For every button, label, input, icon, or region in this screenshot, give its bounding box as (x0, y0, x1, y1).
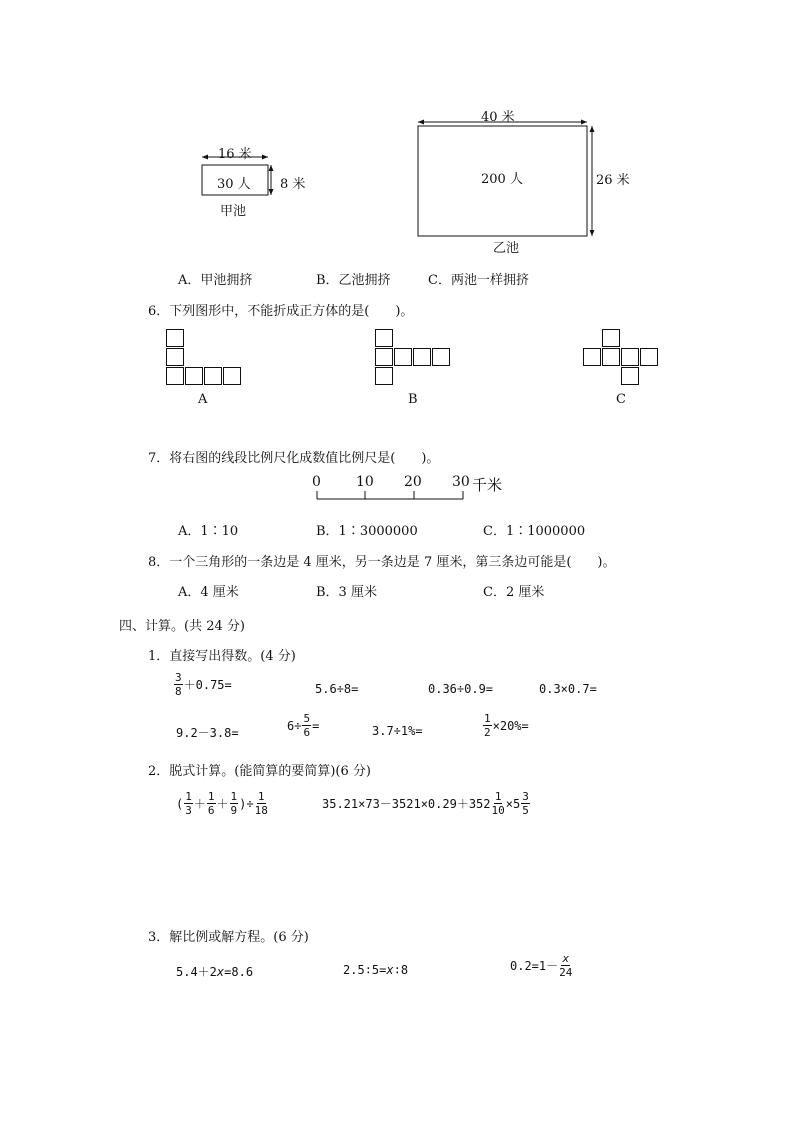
pool-a-width-label: 16 米 (218, 147, 252, 162)
calc1-item-7: 3.7÷1%= (372, 724, 423, 738)
calc2-expr-1: ( $\frac{1}{3}$ ＋ $\frac{1}{6}$ ＋ $\frac{1}{9}$ )÷ $\frac{1}{18}$ (176, 790, 268, 817)
equation-3: 0.2=1－ $\frac{x}{24}$ (510, 952, 573, 979)
pool-a-name: 甲池 (220, 204, 247, 219)
pool-b-people-label: 200 人 (481, 172, 523, 187)
calc2-expr-2: 35.21×73－3521×0.29＋352 $\frac{1}{10}$ ×5 $\frac{3}{5}$ (322, 790, 529, 817)
calc1-item-2: 5.6÷8= (315, 682, 359, 696)
net-c-label: C (616, 392, 626, 407)
calc1-item-8: $\frac{1}{2}$ ×20%= (484, 712, 529, 739)
pool-diagrams (0, 0, 794, 260)
calc3-title: 3．解比例或解方程。(6 分) (148, 930, 309, 945)
pool-a-height-label: 8 米 (280, 177, 306, 192)
q7-stem: 7．将右图的线段比例尺化成数值比例尺是( )。 (148, 451, 440, 466)
q8-option-a: A．4 厘米 (178, 585, 239, 600)
equation-1: 5.4＋2x=8.6 (176, 965, 254, 979)
q5-option-a: A．甲池拥挤 (178, 273, 253, 288)
q7-option-b: B．1∶3000000 (316, 524, 418, 539)
q8-stem: 8．一个三角形的一条边是 4 厘米，另一条边是 7 厘米，第三条边可能是( )。 (148, 555, 616, 570)
scale-tick-0: 0 (312, 474, 321, 490)
calc1-item-6: 6÷ $\frac{5}{6}$ = (287, 712, 320, 739)
scale-tick-20: 20 (404, 474, 422, 490)
q7-option-a: A．1∶10 (178, 524, 239, 539)
q6-stem: 6．下列图形中，不能折成正方体的是( )。 (148, 304, 414, 319)
section-4-title: 四、计算。(共 24 分) (119, 619, 245, 634)
scale-tick-10: 10 (356, 474, 374, 490)
net-b-label: B (408, 392, 418, 407)
pool-b-name: 乙池 (493, 241, 520, 256)
q5-option-c: C．两池一样拥挤 (428, 273, 529, 288)
calc1-title: 1．直接写出得数。(4 分) (148, 649, 296, 664)
calc2-title: 2．脱式计算。(能简算的要简算)(6 分) (148, 764, 371, 779)
q7-option-c: C．1∶1000000 (483, 524, 586, 539)
calc1-item-5: 9.2－3.8= (176, 726, 239, 740)
calc1-item-1: $\frac{3}{8}$ ＋0.75= (175, 671, 232, 698)
pool-b-width-label: 40 米 (481, 110, 515, 125)
calc1-item-3: 0.36÷0.9= (428, 682, 494, 696)
scale-tick-30: 30 (452, 474, 470, 490)
q5-option-b: B．乙池拥挤 (316, 273, 391, 288)
pool-b-height-label: 26 米 (596, 173, 630, 188)
pool-a-people-label: 30 人 (217, 177, 251, 192)
q8-option-b: B．3 厘米 (316, 585, 377, 600)
net-a-label: A (198, 392, 208, 407)
scale-unit: 千米 (472, 476, 503, 494)
q8-option-c: C．2 厘米 (483, 585, 545, 600)
calc1-item-4: 0.3×0.7= (539, 682, 597, 696)
equation-2: 2.5∶5=x∶8 (343, 963, 409, 977)
